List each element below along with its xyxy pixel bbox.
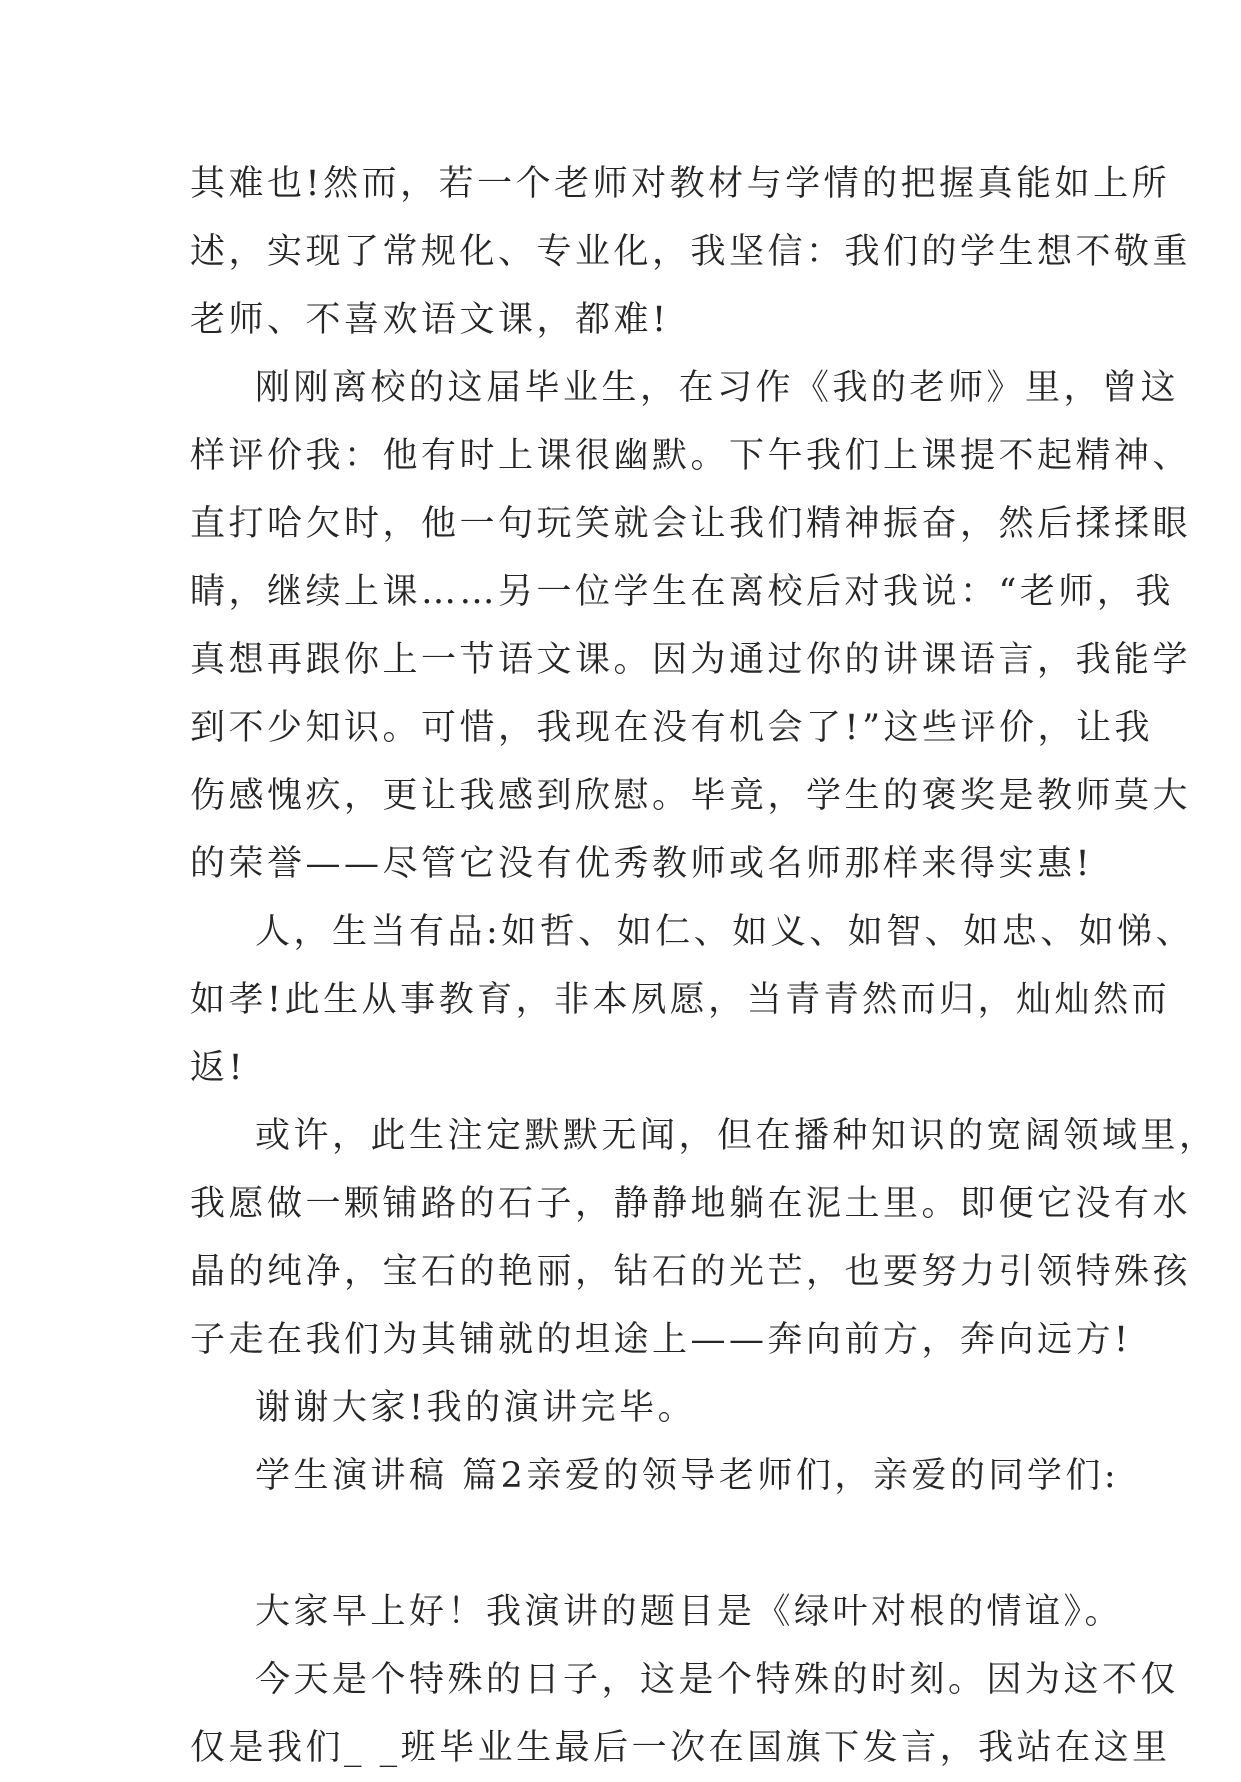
text-line: 睛，继续上课……另一位学生在离校后对我说：“老师，我 <box>190 572 1174 612</box>
paragraph-start-line: 或许，此生注定默默无闻，但在播种知识的宽阔领域里， <box>255 1116 1218 1156</box>
paragraph-start-line: 大家早上好！我演讲的题目是《绿叶对根的情谊》。 <box>255 1592 1124 1632</box>
text-line: 直打哈欠时，他一句玩笑就会让我们精神振奋，然后揉揉眼 <box>190 504 1192 544</box>
blank-line <box>190 1510 1060 1578</box>
text-line: 其难也!然而，若一个老师对教材与学情的把握真能如上所 <box>190 164 1171 204</box>
paragraph-start-line: 今天是个特殊的日子，这是个特殊的时刻。因为这不仅 <box>255 1660 1180 1700</box>
text-line: 真想再跟你上一节语文课。因为通过你的讲课语言，我能学 <box>190 640 1192 680</box>
text-line: 述，实现了常规化、专业化，我坚信：我们的学生想不敬重 <box>190 232 1192 272</box>
text-line: 如孝!此生从事教育，非本夙愿，当青青然而归，灿灿然而 <box>190 980 1171 1020</box>
text-line: 老师、不喜欢语文课，都难! <box>190 300 670 340</box>
text-line: 返! <box>190 1048 247 1088</box>
text-line: 晶的纯净，宝石的艳丽，钻石的光芒，也要努力引领特殊孩 <box>190 1252 1192 1292</box>
paragraph-start-line: 刚刚离校的这届毕业生，在习作《我的老师》里，曾这 <box>255 368 1180 408</box>
paragraph-start-line: 人，生当有品:如哲、如仁、如义、如智、如忠、如悌、 <box>255 912 1195 952</box>
section-heading-line: 学生演讲稿 篇2亲爱的领导老师们，亲爱的同学们: <box>255 1456 1120 1496</box>
text-line: 仅是我们_ _班毕业生最后一次在国旗下发言，我站在这里 <box>190 1728 1171 1768</box>
document-body <box>190 150 1218 1782</box>
text-line: 我愿做一颗铺路的石子，静静地躺在泥土里。即便它没有水 <box>190 1184 1192 1224</box>
text-line: 子走在我们为其铺就的坦途上——奔向前方，奔向远方! <box>190 1320 1132 1360</box>
paragraph-start-line: 谢谢大家!我的演讲完毕。 <box>255 1388 697 1428</box>
text-line: 的荣誉——尽管它没有优秀教师或名师那样来得实惠! <box>190 844 1094 884</box>
text-line: 伤感愧疚，更让我感到欣慰。毕竟，学生的褒奖是教师莫大 <box>190 776 1192 816</box>
text-line: 样评价我：他有时上课很幽默。下午我们上课提不起精神、 <box>190 436 1192 476</box>
text-line: 到不少知识。可惜，我现在没有机会了!”这些评价，让我 <box>190 708 1153 748</box>
